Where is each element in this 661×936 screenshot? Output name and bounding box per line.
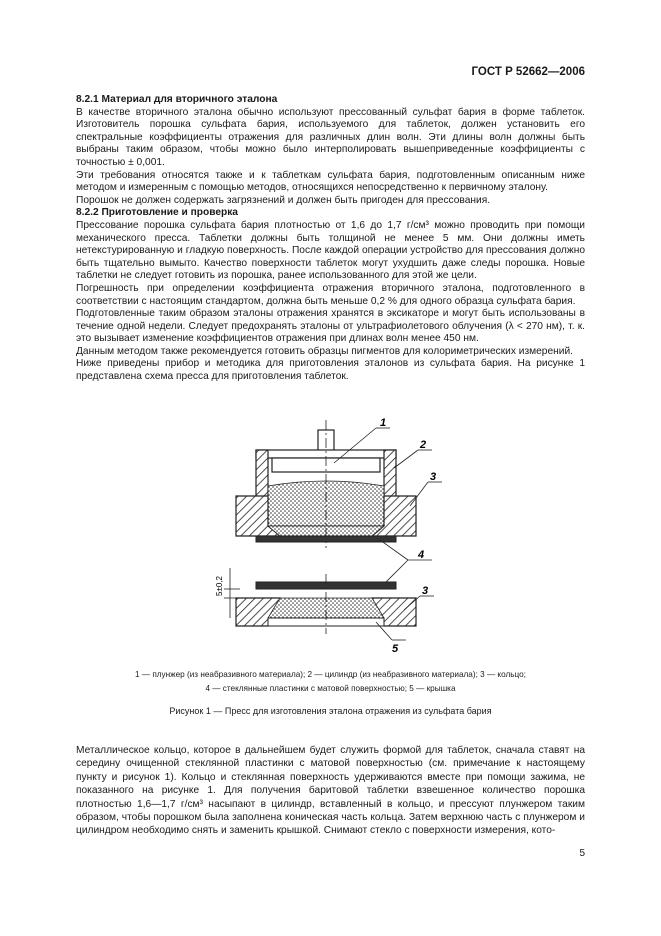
standard-code: ГОСТ Р 52662—2006 <box>471 66 585 78</box>
main-text <box>76 94 585 384</box>
callout-1: 1 <box>380 418 387 429</box>
page-number: 5 <box>579 848 585 859</box>
legend-line: 1 — плунжер (из неабразивного материала); 2 — цилиндр (из неабразивного материала); 3 — кольцо; <box>135 670 526 679</box>
callout-3a: 3 <box>430 471 437 483</box>
paragraph: Эти требования относятся также и к таблеткам сульфата бария, подготовленным описанным ниже методом и измеренным с помощью методов, относящихся непосредственно к первичному эталону. <box>76 169 585 194</box>
section-heading-822: 8.2.2 Приготовление и проверка <box>76 207 238 219</box>
callout-3b: 3 <box>422 585 429 597</box>
paragraph: Ниже приведены прибор и методика для приготовления эталонов из сульфата бария. На рисунке 1 представлена схема пресса для приготовления таблеток. <box>76 358 585 383</box>
callout-4: 4 <box>418 549 425 561</box>
figure-legend <box>76 668 585 696</box>
continuation-text <box>76 744 585 838</box>
paragraph: Подготовленные таким образом эталоны отражения хранятся в эксикаторе и могут быть использованы в течение одной недели. Следует предохранять эталоны от ультрафиолетового облучения (λ < 270 нм), т. к. это вызывает изменение коэффициентов отражения при длинах волн менее 450 нм. <box>76 308 585 345</box>
paragraph: Прессование порошка сульфата бария плотностью от 1,6 до 1,7 г/см³ можно проводить при помощи механического пресса. Таблетки должны быть толщиной не менее 5 мм. Они должны иметь нетекстурированную и гладкую поверхность. После каждой операции устройство для прессования должно быть тщательно вымыто. Качество поверхности таблеток могут ухудшить даже следы порошка. Новые таблетки не следует готовить из порошка, ранее использованного для этой же цели. <box>76 219 585 282</box>
press-diagram <box>180 418 480 658</box>
upper-assembly <box>236 420 416 548</box>
figure-caption: Рисунок 1 — Пресс для изготовления эталона отражения из сульфата бария <box>169 706 492 716</box>
section-heading-821: 8.2.1 Материал для вторичного эталона <box>76 94 278 105</box>
dimension-label: 5±0,2 <box>215 576 224 596</box>
callout-2: 2 <box>420 439 427 451</box>
paragraph: Данным методом также рекомендуется готовить образцы пигментов для колориметрических измерений. <box>76 345 573 357</box>
legend-line: 4 — стеклянные пластинки с матовой поверхностью; 5 — крышка <box>205 684 456 693</box>
lower-assembly <box>236 574 416 634</box>
press-diagram-svg <box>180 418 480 658</box>
paragraph: В качестве вторичного эталона обычно используют прессованный сульфат бария в форме таблеток. Изготовитель порошка сульфата бария, используемого для таблеток, должен установить его спектральные коэффициенты отражения для различных длин волн. Эти длины волн должны быть выбраны таким образом, чтобы можно было интерполировать вышеприведенные коэффициенты с точностью ± 0,001. <box>76 106 585 168</box>
paragraph: Порошок не должен содержать загрязнений и должен быть пригоден для прессования. <box>76 194 491 206</box>
paragraph: Погрешность при определении коэффициента отражения вторичного эталона, подготовленного в соответствии с настоящим стандартом, должна быть меньше 0,2 % для одного образца сульфата бария. <box>76 282 585 307</box>
callout-5: 5 <box>392 643 399 655</box>
paragraph: Металлическое кольцо, которое в дальнейшем будет служить формой для таблеток, сначала ставят на середину очищенной стеклянной пластинки с матовой поверхностью (см. примечание к настоящему пункту и рисунок 1). Кольцо и стеклянная поверхность удерживаются вместе при помощи зажима, не показанного на рисунке 1. Для получения баритовой таблетки взвешенное количество порошка плотностью 1,6—1,7 г/см³ насыпают в цилиндр, вставленный в кольцо, и прессуют плунжером таким образом, чтобы порошком была заполнена коническая часть кольца. Затем верхнюю часть с плунжером и цилиндром необходимо снять и заменить крышкой. Снимают стекло с поверхности измерения, кото- <box>76 745 585 837</box>
